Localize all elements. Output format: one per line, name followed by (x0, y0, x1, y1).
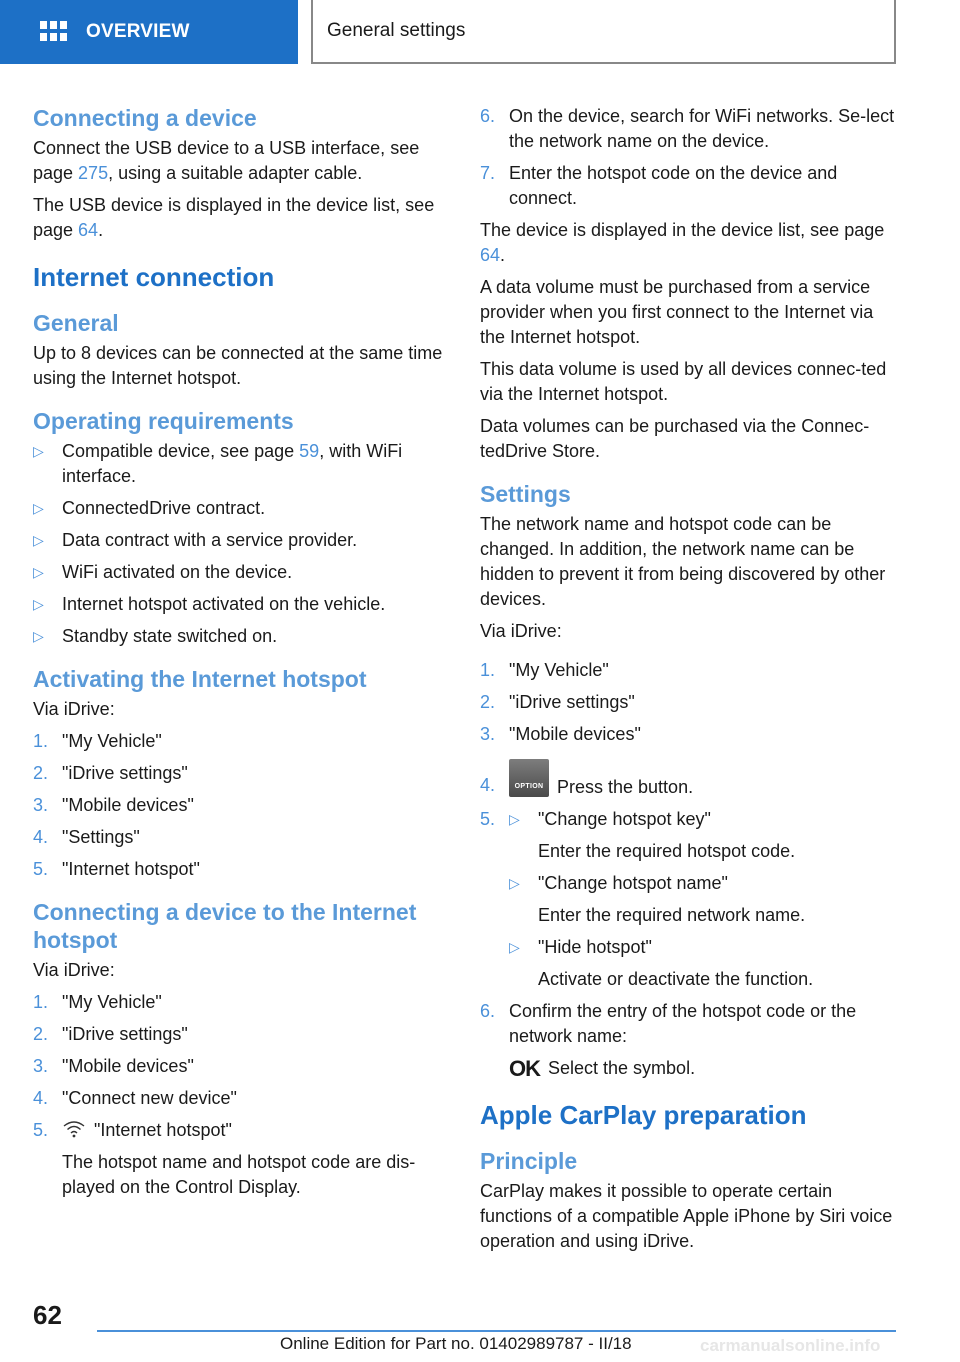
list-item: ▷ ConnectedDrive contract. (33, 496, 448, 521)
heading-connecting-hotspot: Connecting a device to the Internet hotspot (33, 899, 417, 953)
list-item: ▷ Internet hotspot activated on the vehicle. (33, 592, 448, 617)
continued-steps (480, 104, 900, 211)
heading-principle: Principle (480, 1148, 578, 1174)
list-item: 7. Enter the hotspot code on the device and connect. (480, 163, 838, 208)
list-item: ▷ Standby state switched on. (33, 624, 448, 649)
paragraph: Data volumes can be purchased via the Connec‐tedDrive Store. (480, 416, 870, 461)
list-item: 1. "My Vehicle" (480, 660, 609, 680)
wifi-icon (62, 1120, 86, 1138)
ok-icon: OK (509, 1056, 540, 1081)
via-idrive: Via iDrive: (33, 699, 115, 719)
list-item: 1. "My Vehicle" (33, 992, 162, 1012)
heading-operating-requirements: Operating requirements (33, 408, 294, 434)
list-item: 6. Confirm the entry of the hotspot code or the network name: OK Select the symbol. (480, 1001, 857, 1081)
list-item: 4. OPTION Press the button. (480, 759, 900, 800)
option-button-icon: OPTION (509, 759, 549, 797)
paragraph: A data volume must be purchased from a service provider when you first connect to the Internet via the Internet hotspot. (480, 277, 874, 347)
triangle-bullet-icon: ▷ (509, 811, 520, 827)
paragraph: The device is displayed in the device list, see page 64. (480, 220, 885, 265)
page-link[interactable]: 64 (78, 220, 99, 240)
triangle-bullet-icon: ▷ (509, 939, 520, 955)
list-item: 4. "Settings" (33, 827, 140, 847)
requirements-list (33, 439, 448, 649)
list-item: 1. "My Vehicle" (33, 731, 162, 751)
via-idrive: Via iDrive: (33, 960, 115, 980)
paragraph: CarPlay makes it possible to operate certain functions of a compatible Apple iPhone by Siri voice operation and using iDrive. (480, 1181, 893, 1251)
footer-edition: Online Edition for Part no. 01402989787 - II/18 (280, 1334, 632, 1353)
settings-steps (480, 658, 900, 1081)
grid-icon (40, 21, 68, 43)
triangle-bullet-icon: ▷ (33, 596, 44, 612)
section-title: General settings (327, 20, 466, 41)
connecting-steps (33, 990, 448, 1200)
paragraph: Connect the USB device to a USB interface, see page 275, using a suitable adapter cable. (33, 138, 420, 183)
heading-settings: Settings (480, 481, 571, 507)
list-item: 2. "iDrive settings" (33, 763, 188, 783)
triangle-bullet-icon: ▷ (33, 500, 44, 516)
paragraph: The USB device is displayed in the device list, see page 64. (33, 195, 435, 240)
right-column (480, 100, 900, 1261)
list-item: 6. On the device, search for WiFi networks. Se‐lect the network name on the device. (480, 106, 895, 151)
paragraph: Up to 8 devices can be connected at the same time using the Internet hotspot. (33, 343, 443, 388)
list-item: ▷ Compatible device, see page 59, with WiFi interface. (33, 441, 403, 486)
list-item: 5. "Internet hotspot" (33, 859, 200, 879)
page-number: 62 (33, 1300, 62, 1330)
list-item: ▷ "Change hotspot name" Enter the required network name. (509, 873, 806, 925)
page-link[interactable]: 59 (299, 441, 320, 461)
list-item: 3. "Mobile devices" (33, 795, 194, 815)
section-header (311, 0, 896, 64)
via-idrive: Via iDrive: (480, 621, 562, 641)
triangle-bullet-icon: ▷ (509, 875, 520, 891)
heading-apple-carplay: Apple CarPlay preparation (480, 1100, 807, 1130)
footer-divider (97, 1330, 896, 1332)
overview-tab[interactable] (0, 0, 298, 64)
list-item: ▷ "Hide hotspot" Activate or deactivate the function. (509, 937, 814, 989)
list-item: ▷ WiFi activated on the device. (33, 560, 448, 585)
activating-steps (33, 729, 448, 882)
paragraph: The network name and hotspot code can be changed. In addition, the network name can be hidden to prevent it from being discovered by other devices. (480, 514, 886, 609)
page-link[interactable]: 64 (480, 245, 501, 265)
heading-internet-connection: Internet connection (33, 262, 275, 292)
heading-general: General (33, 310, 119, 336)
page-link[interactable]: 275 (78, 163, 109, 183)
paragraph: This data volume is used by all devices connec‐ted via the Internet hotspot. (480, 359, 887, 404)
list-item: 5. "Internet hotspot" The hotspot name and hotspot code are dis‐played on the Control Display. (33, 1120, 416, 1197)
list-item: 5. ▷ "Change hotspot key" Enter the required hotspot code. ▷ "Change hotspot name" Enter the required network name. ▷ "Hide hotspot" Activate or deactivate the function. (480, 807, 900, 992)
list-item: 3. "Mobile devices" (33, 1056, 194, 1076)
heading-connecting-device: Connecting a device (33, 105, 257, 131)
list-item: 2. "iDrive settings" (33, 1024, 188, 1044)
list-item: 4. "Connect new device" (33, 1088, 237, 1108)
list-item: 3. "Mobile devices" (480, 724, 641, 744)
heading-activating-hotspot: Activating the Internet hotspot (33, 666, 367, 692)
settings-sub-list (509, 807, 900, 992)
list-item: 2. "iDrive settings" (480, 692, 635, 712)
list-item: ▷ Data contract with a service provider. (33, 528, 448, 553)
left-column (33, 100, 448, 1207)
triangle-bullet-icon: ▷ (33, 532, 44, 548)
watermark: carmanualsonline.info (700, 1336, 881, 1355)
list-item: ▷ "Change hotspot key" Enter the required hotspot code. (509, 809, 796, 861)
triangle-bullet-icon: ▷ (33, 443, 44, 459)
triangle-bullet-icon: ▷ (33, 564, 44, 580)
overview-label: OVERVIEW (86, 21, 190, 42)
triangle-bullet-icon: ▷ (33, 628, 44, 644)
